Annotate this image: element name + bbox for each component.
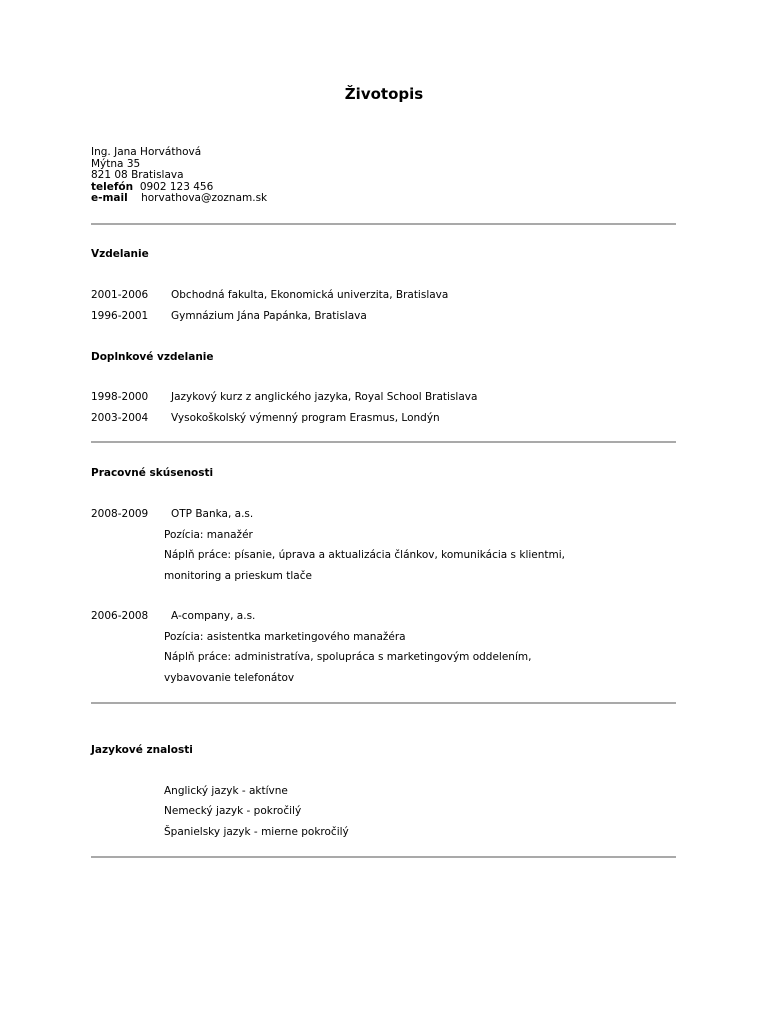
job-company: A-company, a.s. [171,610,256,622]
section-heading-experience: Pracovné skúsenosti [91,467,214,479]
divider [91,702,676,704]
education-text: Gymnázium Jána Papánka, Bratislava [171,310,367,322]
job-years: 2006-2008 [91,610,149,622]
phone-label: telefón [91,180,134,193]
language-item: Nemecký jazyk - pokročilý [164,805,302,817]
extra-education-years: 2003-2004 [91,412,149,424]
contact-street: Mýtna 35 [91,157,141,170]
extra-education-text: Vysokoškolský výmenný program Erasmus, Londýn [171,412,440,424]
extra-education-text: Jazykový kurz z anglického jazyka, Royal School Bratislava [171,391,478,403]
job-company: OTP Banka, a.s. [171,508,254,520]
email-label: e-mail [91,192,128,204]
section-heading-education: Vzdelanie [91,248,149,260]
divider [91,223,676,225]
job-duties: vybavovanie telefonátov [164,672,295,684]
job-position: Pozícia: manažér [164,529,253,541]
phone-value: 0902 123 456 [139,180,214,193]
language-item: Španielsky jazyk - mierne pokročilý [164,826,349,838]
page-title: Životopis [344,85,424,103]
education-text: Obchodná fakulta, Ekonomická univerzita, Bratislava [171,289,449,301]
education-years: 2001-2006 [91,289,149,301]
extra-education-years: 1998-2000 [91,391,149,403]
language-item: Anglický jazyk - aktívne [164,785,288,797]
job-years: 2008-2009 [91,508,149,520]
job-position: Pozícia: asistentka marketingového manažéra [164,631,406,643]
divider [91,856,676,858]
section-heading-extra-education: Doplnkové vzdelanie [91,351,214,363]
email-value: horvathova@zoznam.sk [141,192,268,204]
education-years: 1996-2001 [91,310,149,322]
job-duties: Náplň práce: administratíva, spolupráca s marketingovým oddelením, [164,651,532,663]
job-duties: monitoring a prieskum tlače [164,570,312,582]
contact-name: Ing. Jana Horváthová [91,146,202,158]
divider [91,441,676,443]
job-duties: Náplň práce: písanie, úprava a aktualizácia článkov, komunikácia s klientmi, [164,549,565,561]
contact-city: 821 08 Bratislava [91,169,184,181]
section-heading-languages: Jazykové znalosti [91,744,193,756]
contact-email-row [91,193,267,205]
